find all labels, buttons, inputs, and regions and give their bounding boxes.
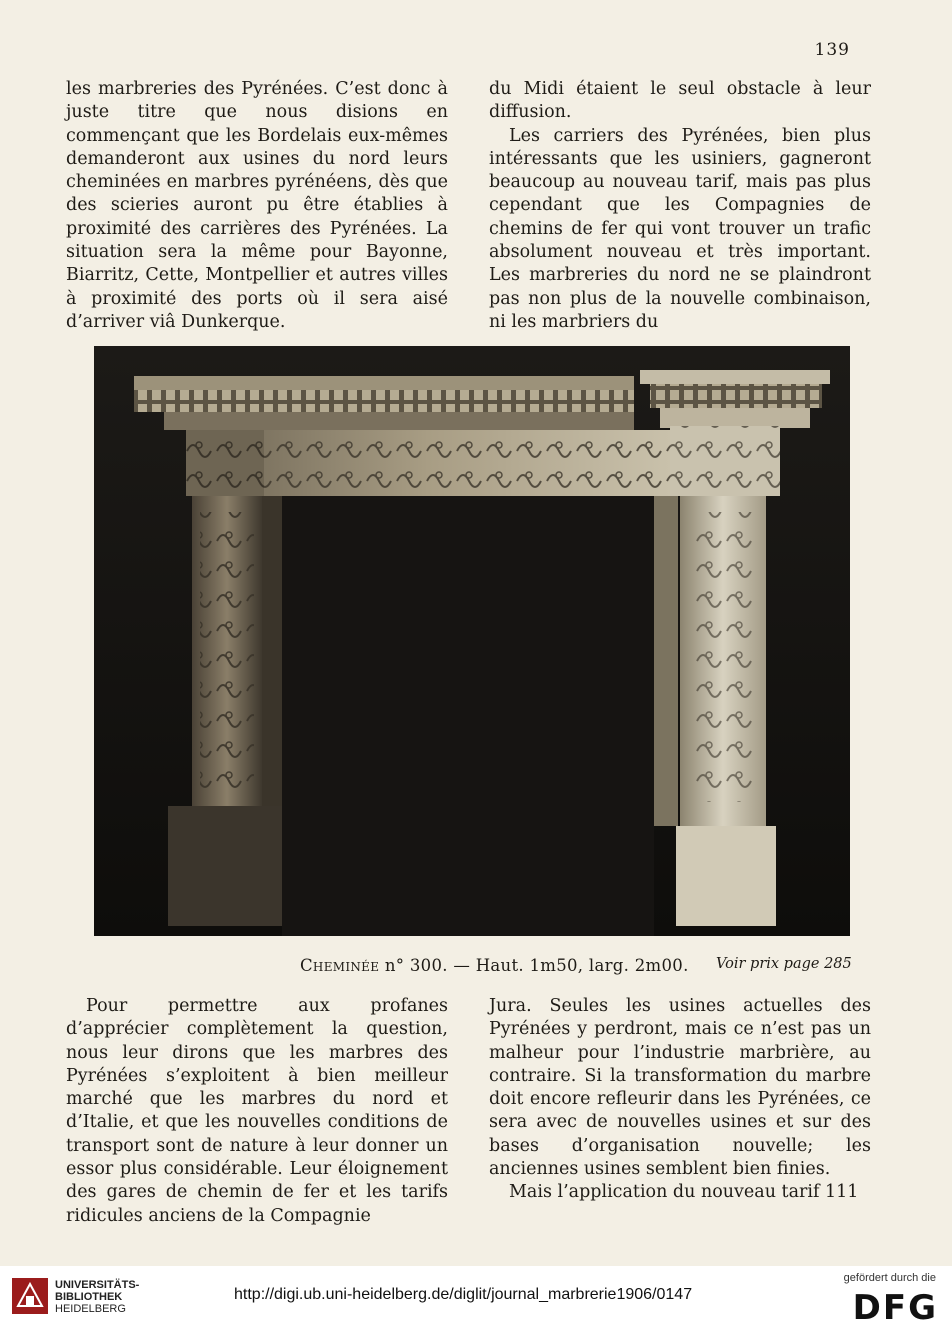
funding-label: gefördert durch die <box>843 1272 936 1284</box>
top-left-column <box>66 78 448 334</box>
library-line: BIBLIOTHEK <box>55 1291 123 1303</box>
fireplace-photo <box>94 346 850 936</box>
paragraph: Les carriers des Pyrénées, bien plus intéressants que les usiniers, gagneront beaucoup au nouveau tarif, mais pas plus cependant que les Compagnies de chemins de fer qui vont trouver un trafic absolument nouveau et très important. Les marbreries du nord ne se plaindront pas non plus de la nouvelle combinaison, ni les marbriers du <box>489 125 871 332</box>
library-line: UNIVERSITÄTS- <box>55 1279 140 1291</box>
bottom-left-column <box>66 995 448 1228</box>
library-seal-icon <box>12 1278 48 1314</box>
figure-caption <box>300 956 689 975</box>
digitization-footer <box>0 1266 952 1329</box>
caption-dimensions: n° 300. — Haut. 1m50, larg. 2m00. <box>379 956 689 975</box>
caption-title: Cheminée <box>300 956 380 975</box>
paragraph: les marbreries des Pyrénées. C’est donc à juste titre que nous disions en commençant que les Bordelais eux-mêmes demanderont aux usines du nord leurs cheminées en marbres pyrénéens, dès que des scieries auront pu être établies à proximité des carrières des Pyrénées. La situation sera la même pour Bayonne, Biarritz, Cette, Montpellier et autres villes à proximité des ports où il sera aisé d’arriver viâ Dunkerque. <box>66 79 448 332</box>
dfg-logo: DFG <box>852 1288 938 1328</box>
library-name <box>55 1279 139 1315</box>
fireplace-illustration <box>94 346 850 936</box>
paragraph: Pour permettre aux profanes d’apprécier complètement la question, nous leur dirons que les marbres des Pyrénées s’exploitent à bien meilleur marché que les marbres du nord et d’Italie, et que les nouvelles conditions de transport sont de nature à leur donner un essor plus considérable. Leur éloignement des gares de chemin de fer et les tarifs ridicules anciens de la Compagnie <box>66 996 448 1226</box>
price-reference: Voir prix page 285 <box>716 956 852 972</box>
paragraph: Jura. Seules les usines actuelles des Pyrénées y perdront, mais ce n’est pas un malheur pour l’industrie marbrière, au contraire. Si la transformation du marbre doit encore refleurir dans les Pyrénées, ce sera avec de nouvelles usines et sur des bases d’organisation nouvelle; les anciennes usines semblent bien finies. <box>489 996 871 1180</box>
bottom-right-column <box>489 995 871 1205</box>
top-right-column <box>489 78 871 334</box>
page-number: 139 <box>814 40 850 60</box>
paragraph: du Midi étaient le seul obstacle à leur diffusion. <box>489 79 871 123</box>
paragraph: Mais l’application du nouveau tarif 111 <box>509 1182 859 1203</box>
library-line: HEIDELBERG <box>55 1303 126 1315</box>
source-link[interactable]: http://digi.ub.uni-heidelberg.de/diglit/journal_marbrerie1906/0147 <box>234 1286 693 1303</box>
